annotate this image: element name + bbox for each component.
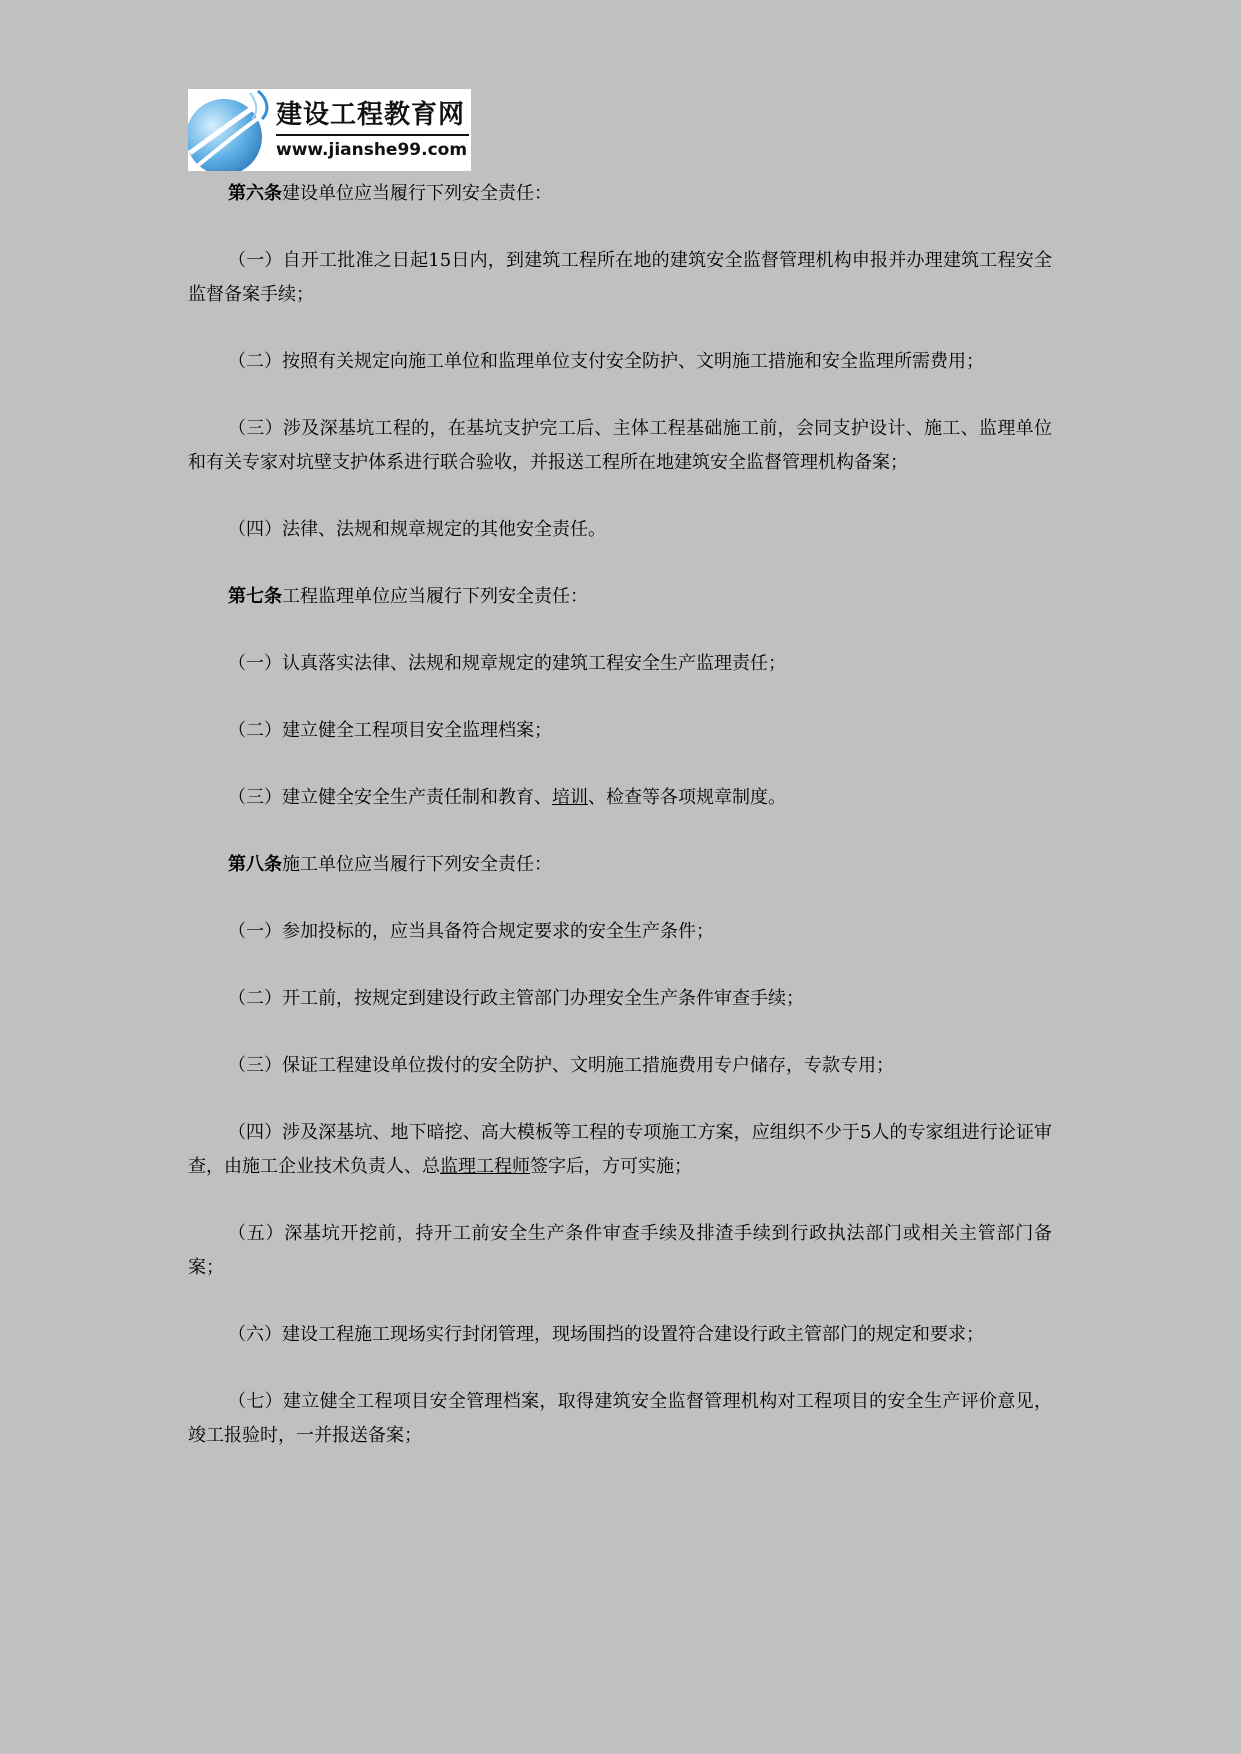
article-intro: 工程监理单位应当履行下列安全责任： bbox=[282, 586, 588, 607]
article-7-heading bbox=[188, 580, 1052, 614]
article-title: 第八条 bbox=[228, 854, 282, 875]
article-content bbox=[188, 177, 1052, 1453]
item-text: 签字后，方可实施； bbox=[530, 1156, 692, 1177]
article-6-item-4: （四）法律、法规和规章规定的其他安全责任。 bbox=[228, 519, 606, 540]
item-text: （四）涉及深基坑、地下暗挖、高大模板等工程的专项施工方案，应组织不少于5人的专家组进行论证审查，由施工企业技术负责人、总 bbox=[188, 1122, 1052, 1177]
item-text: （三）建立健全安全生产责任制和教育、 bbox=[228, 787, 552, 808]
logo-globe-icon bbox=[188, 89, 274, 171]
article-title: 第六条 bbox=[228, 183, 282, 204]
article-6-item-2: （二）按照有关规定向施工单位和监理单位支付安全防护、文明施工措施和安全监理所需费用； bbox=[228, 351, 984, 372]
supervising-engineer-link[interactable]: 监理工程师 bbox=[440, 1156, 530, 1177]
article-title: 第七条 bbox=[228, 586, 282, 607]
article-6-heading bbox=[188, 177, 1052, 211]
article-intro: 施工单位应当履行下列安全责任： bbox=[282, 854, 552, 875]
article-8-heading bbox=[188, 848, 1052, 882]
site-logo[interactable] bbox=[188, 89, 471, 171]
article-intro: 建设单位应当履行下列安全责任： bbox=[282, 183, 552, 204]
article-6-item-3: （三）涉及深基坑工程的，在基坑支护完工后、主体工程基础施工前，会同支护设计、施工、监理单位和有关专家对坑壁支护体系进行联合验收，并报送工程所在地建筑安全监督管理机构备案； bbox=[188, 418, 1052, 473]
logo-site-url: www.jianshe99.com bbox=[276, 140, 468, 160]
logo-site-name: 建设工程教育网 bbox=[276, 100, 466, 130]
logo-divider bbox=[276, 134, 469, 136]
article-7-item-3 bbox=[188, 781, 1052, 815]
article-8-item-6: （六）建设工程施工现场实行封闭管理，现场围挡的设置符合建设行政主管部门的规定和要求； bbox=[228, 1324, 984, 1345]
article-7-item-1: （一）认真落实法律、法规和规章规定的建筑工程安全生产监理责任； bbox=[228, 653, 786, 674]
training-link[interactable]: 培训 bbox=[552, 787, 588, 808]
item-text: 、检查等各项规章制度。 bbox=[588, 787, 786, 808]
article-8-item-3: （三）保证工程建设单位拨付的安全防护、文明施工措施费用专户储存，专款专用； bbox=[228, 1055, 894, 1076]
article-7-item-2: （二）建立健全工程项目安全监理档案； bbox=[228, 720, 552, 741]
article-8-item-7: （七）建立健全工程项目安全管理档案，取得建筑安全监督管理机构对工程项目的安全生产评价意见，竣工报验时，一并报送备案； bbox=[188, 1391, 1052, 1446]
document-page bbox=[188, 89, 1052, 1486]
article-8-item-4 bbox=[188, 1116, 1052, 1184]
logo-text bbox=[274, 89, 471, 171]
article-8-item-1: （一）参加投标的，应当具备符合规定要求的安全生产条件； bbox=[228, 921, 714, 942]
article-8-item-5: （五）深基坑开挖前，持开工前安全生产条件审查手续及排渣手续到行政执法部门或相关主管部门备案； bbox=[188, 1223, 1052, 1278]
article-8-item-2: （二）开工前，按规定到建设行政主管部门办理安全生产条件审查手续； bbox=[228, 988, 804, 1009]
article-6-item-1: （一）自开工批准之日起15日内，到建筑工程所在地的建筑安全监督管理机构申报并办理建筑工程安全监督备案手续； bbox=[188, 250, 1052, 305]
